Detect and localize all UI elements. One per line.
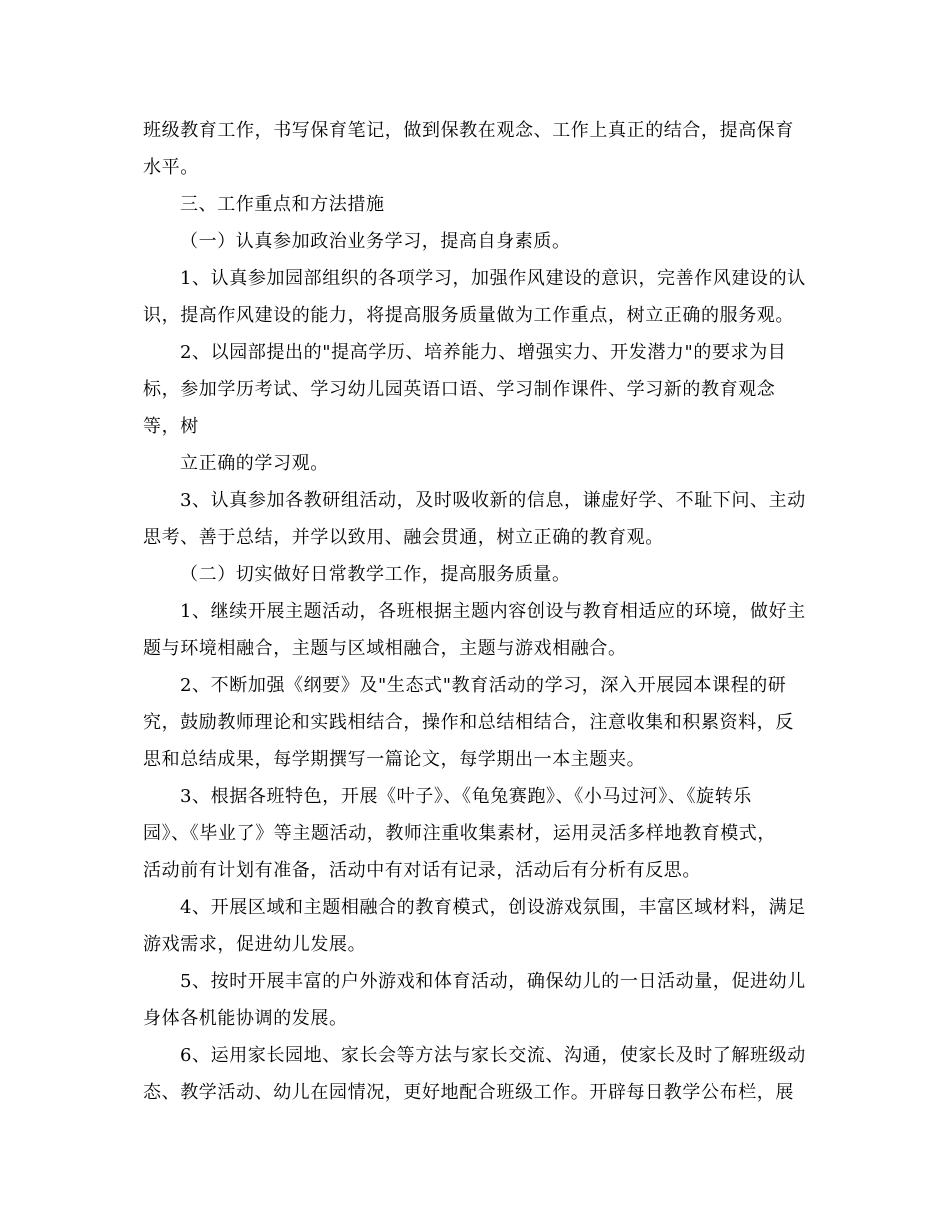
text-line: 班级教育工作，书写保育笔记，做到保教在观念、工作上真正的结合，提高保育 [143,120,794,141]
text-line: 3、根据各班特色，开展《叶子》、《龟兔赛跑》、《小马过河》、《旋转乐 [180,786,752,807]
text-line: 1、认真参加园部组织的各项学习，加强作风建设的意识，完善作风建设的认 [180,268,806,289]
text-line: 3、认真参加各教研组活动，及时吸收新的信息，谦虚好学、不耻下问、主动 [180,490,806,511]
text-line: 题与环境相融合，主题与区域相融合，主题与游戏相融合。 [143,638,627,659]
text-line: 5、按时开展丰富的户外游戏和体育活动，确保幼儿的一日活动量，促进幼儿 [180,971,806,992]
subsection-heading: （一）认真参加政治业务学习，提高自身素质。 [180,231,571,252]
text-line: 等，树 [143,416,199,437]
text-line: 活动前有计划有准备，活动中有对话有记录，活动后有分析有反思。 [143,860,701,881]
section-heading: 三、工作重点和方法措施 [180,194,385,215]
text-line: 究，鼓励教师理论和实践相结合，操作和总结相结合，注意收集和积累资料，反 [143,712,794,733]
text-line: 6、运用家长园地、家长会等方法与家长交流、沟通，使家长及时了解班级动 [180,1045,806,1066]
text-line: 立正确的学习观。 [180,453,329,474]
text-line: 态、教学活动、幼儿在园情况，更好地配合班级工作。开辟每日教学公布栏，展 [143,1082,794,1103]
text-line: 身体各机能协调的发展。 [143,1008,348,1029]
text-line: 4、开展区域和主题相融合的教育模式，创设游戏氛围，丰富区域材料，满足 [180,897,806,918]
text-line: 2、不断加强《纲要》及"生态式"教育活动的学习，深入开展园本课程的研 [180,675,787,696]
text-line: 园》、《毕业了》等主题活动，教师注重收集素材，运用灵活多样地教育模式， [143,823,776,844]
text-line: 识，提高作风建设的能力，将提高服务质量做为工作重点，树立正确的服务观。 [143,305,794,326]
text-line: 2、以园部提出的"提高学历、培养能力、增强实力、开发潜力"的要求为目 [180,342,787,363]
text-line: 标，参加学历考试、学习幼儿园英语口语、学习制作课件、学习新的教育观念 [143,379,776,400]
text-line: 思考、善于总结，并学以致用、融会贯通，树立正确的教育观。 [143,527,664,548]
subsection-heading: （二）切实做好日常教学工作，提高服务质量。 [180,564,571,585]
text-line: 思和总结成果，每学期撰写一篇论文，每学期出一本主题夹。 [143,749,646,770]
text-line: 1、继续开展主题活动，各班根据主题内容创设与教育相适应的环境，做好主 [180,601,806,622]
text-line: 游戏需求，促进幼儿发展。 [143,934,367,955]
text-line: 水平。 [143,157,199,178]
